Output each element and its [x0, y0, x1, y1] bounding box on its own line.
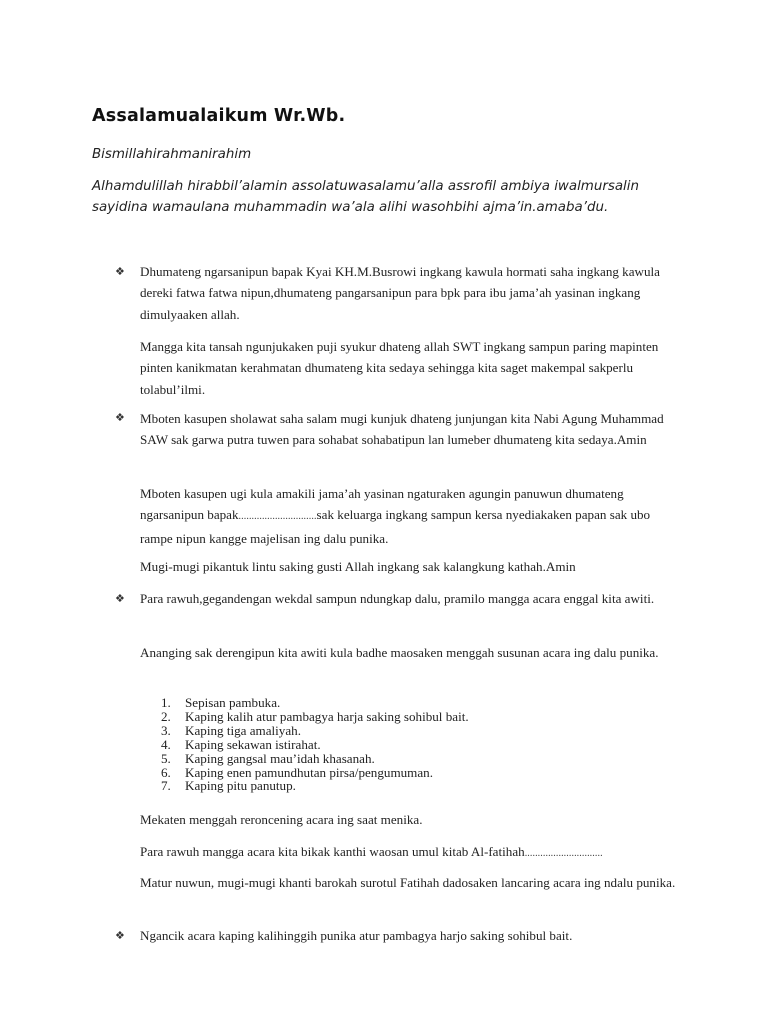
- agenda-item: 4. Kaping sekawan istirahat.: [161, 736, 321, 752]
- section-3-paragraph-1: Ananging sak derengipun kita awiti kula badhe maosaken menggah susunan acara ing dalu punika.: [140, 645, 659, 660]
- opening-line: Bismillahirahmanirahim: [92, 147, 252, 162]
- document-title: Assalamualaikum Wr.Wb.: [92, 106, 346, 126]
- diamond-bullet-icon: ❖: [115, 929, 125, 942]
- diamond-bullet-icon: ❖: [115, 411, 125, 424]
- fill-in-blank-dots: ..............................: [524, 848, 603, 859]
- section-3-after-agenda-3: Matur nuwun, mugi-mugi khanti barokah surotul Fatihah dadosaken lancaring acara ing ndalu punika.: [140, 875, 676, 890]
- intro-line-1: Alhamdulillah hirabbil’alamin assolatuwasalamu’alla assrofil ambiya iwalmursalin: [92, 179, 639, 194]
- agenda-item: 1. Sepisan pambuka.: [161, 695, 281, 710]
- agenda-item: 2. Kaping kalih atur pambagya harja saking sohibul bait.: [161, 708, 469, 724]
- section-3-after-agenda-2: [140, 841, 685, 864]
- section-1-bullet-text: Dhumateng ngarsanipun bapak Kyai KH.M.Busrowi ingkang kawula hormati saha ingkang kawula dereki fatwa fatwa nipun,dhumateng pangarsanipun para bpk para ibu jama’ah yasinan ingkang dimulyaaken allah.: [140, 264, 660, 322]
- section-3-after-agenda-1: Mekaten menggah reroncening acara ing saat menika.: [140, 812, 423, 827]
- agenda-item: 7. Kaping pitu panutup.: [161, 778, 296, 794]
- diamond-bullet-icon: ❖: [115, 592, 125, 605]
- section-2-bullet-text: Mboten kasupen sholawat saha salam mugi kunjuk dhateng junjungan kita Nabi Agung Muhammad SAW sak garwa putra tuwen para sohabat sohabatipun lan lumeber dhumateng kita sedaya.Amin: [140, 411, 664, 448]
- section-3-bullet-text: Para rawuh,gegandengan wekdal sampun ndungkap dalu, pramilo mangga acara enggal kita awiti.: [140, 591, 655, 606]
- agenda-list: [161, 696, 469, 793]
- section-4-bullet-text: Ngancik acara kaping kalihinggih punika atur pambagya harjo saking sohibul bait.: [140, 928, 573, 943]
- section-2-paragraph-2: Mugi-mugi pikantuk lintu saking gusti Allah ingkang sak kalangkung kathah.Amin: [140, 559, 576, 574]
- section-1-paragraph-1: Mangga kita tansah ngunjukaken puji syukur dhateng allah SWT ingkang sampun paring mapinten pinten kanikmatan kerahmatan dhumateng kita sedaya sehingga kita saget makempal sakperlu tolabul’ilmi.: [140, 339, 659, 397]
- paragraph-text: sak keluarga ingkang sampun kersa nyediakaken papan sak ubo rampe nipun kangge majelisan ing dalu punika.: [140, 507, 651, 546]
- fill-in-blank-dots: ..............................: [238, 511, 317, 523]
- agenda-item: 6. Kaping enen pamundhutan pirsa/pengumuman.: [161, 764, 433, 780]
- section-2-paragraph-1: [140, 483, 685, 549]
- intro-line-2: sayidina wamaulana muhammadin wa’ala alihi wasohbihi ajma’in.amaba’du.: [92, 200, 609, 215]
- paragraph-text: Mboten kasupen ugi kula amakili jama’ah yasinan ngaturaken agungin panuwun dhumateng ngarsanipun bapak: [140, 486, 624, 523]
- agenda-item: 5. Kaping gangsal mau’idah khasanah.: [161, 750, 375, 766]
- diamond-bullet-icon: ❖: [115, 265, 125, 278]
- paragraph-text: Para rawuh mangga acara kita bikak kanthi waosan umul kitab Al-fatihah: [140, 844, 525, 859]
- agenda-item: 3. Kaping tiga amaliyah.: [161, 722, 301, 738]
